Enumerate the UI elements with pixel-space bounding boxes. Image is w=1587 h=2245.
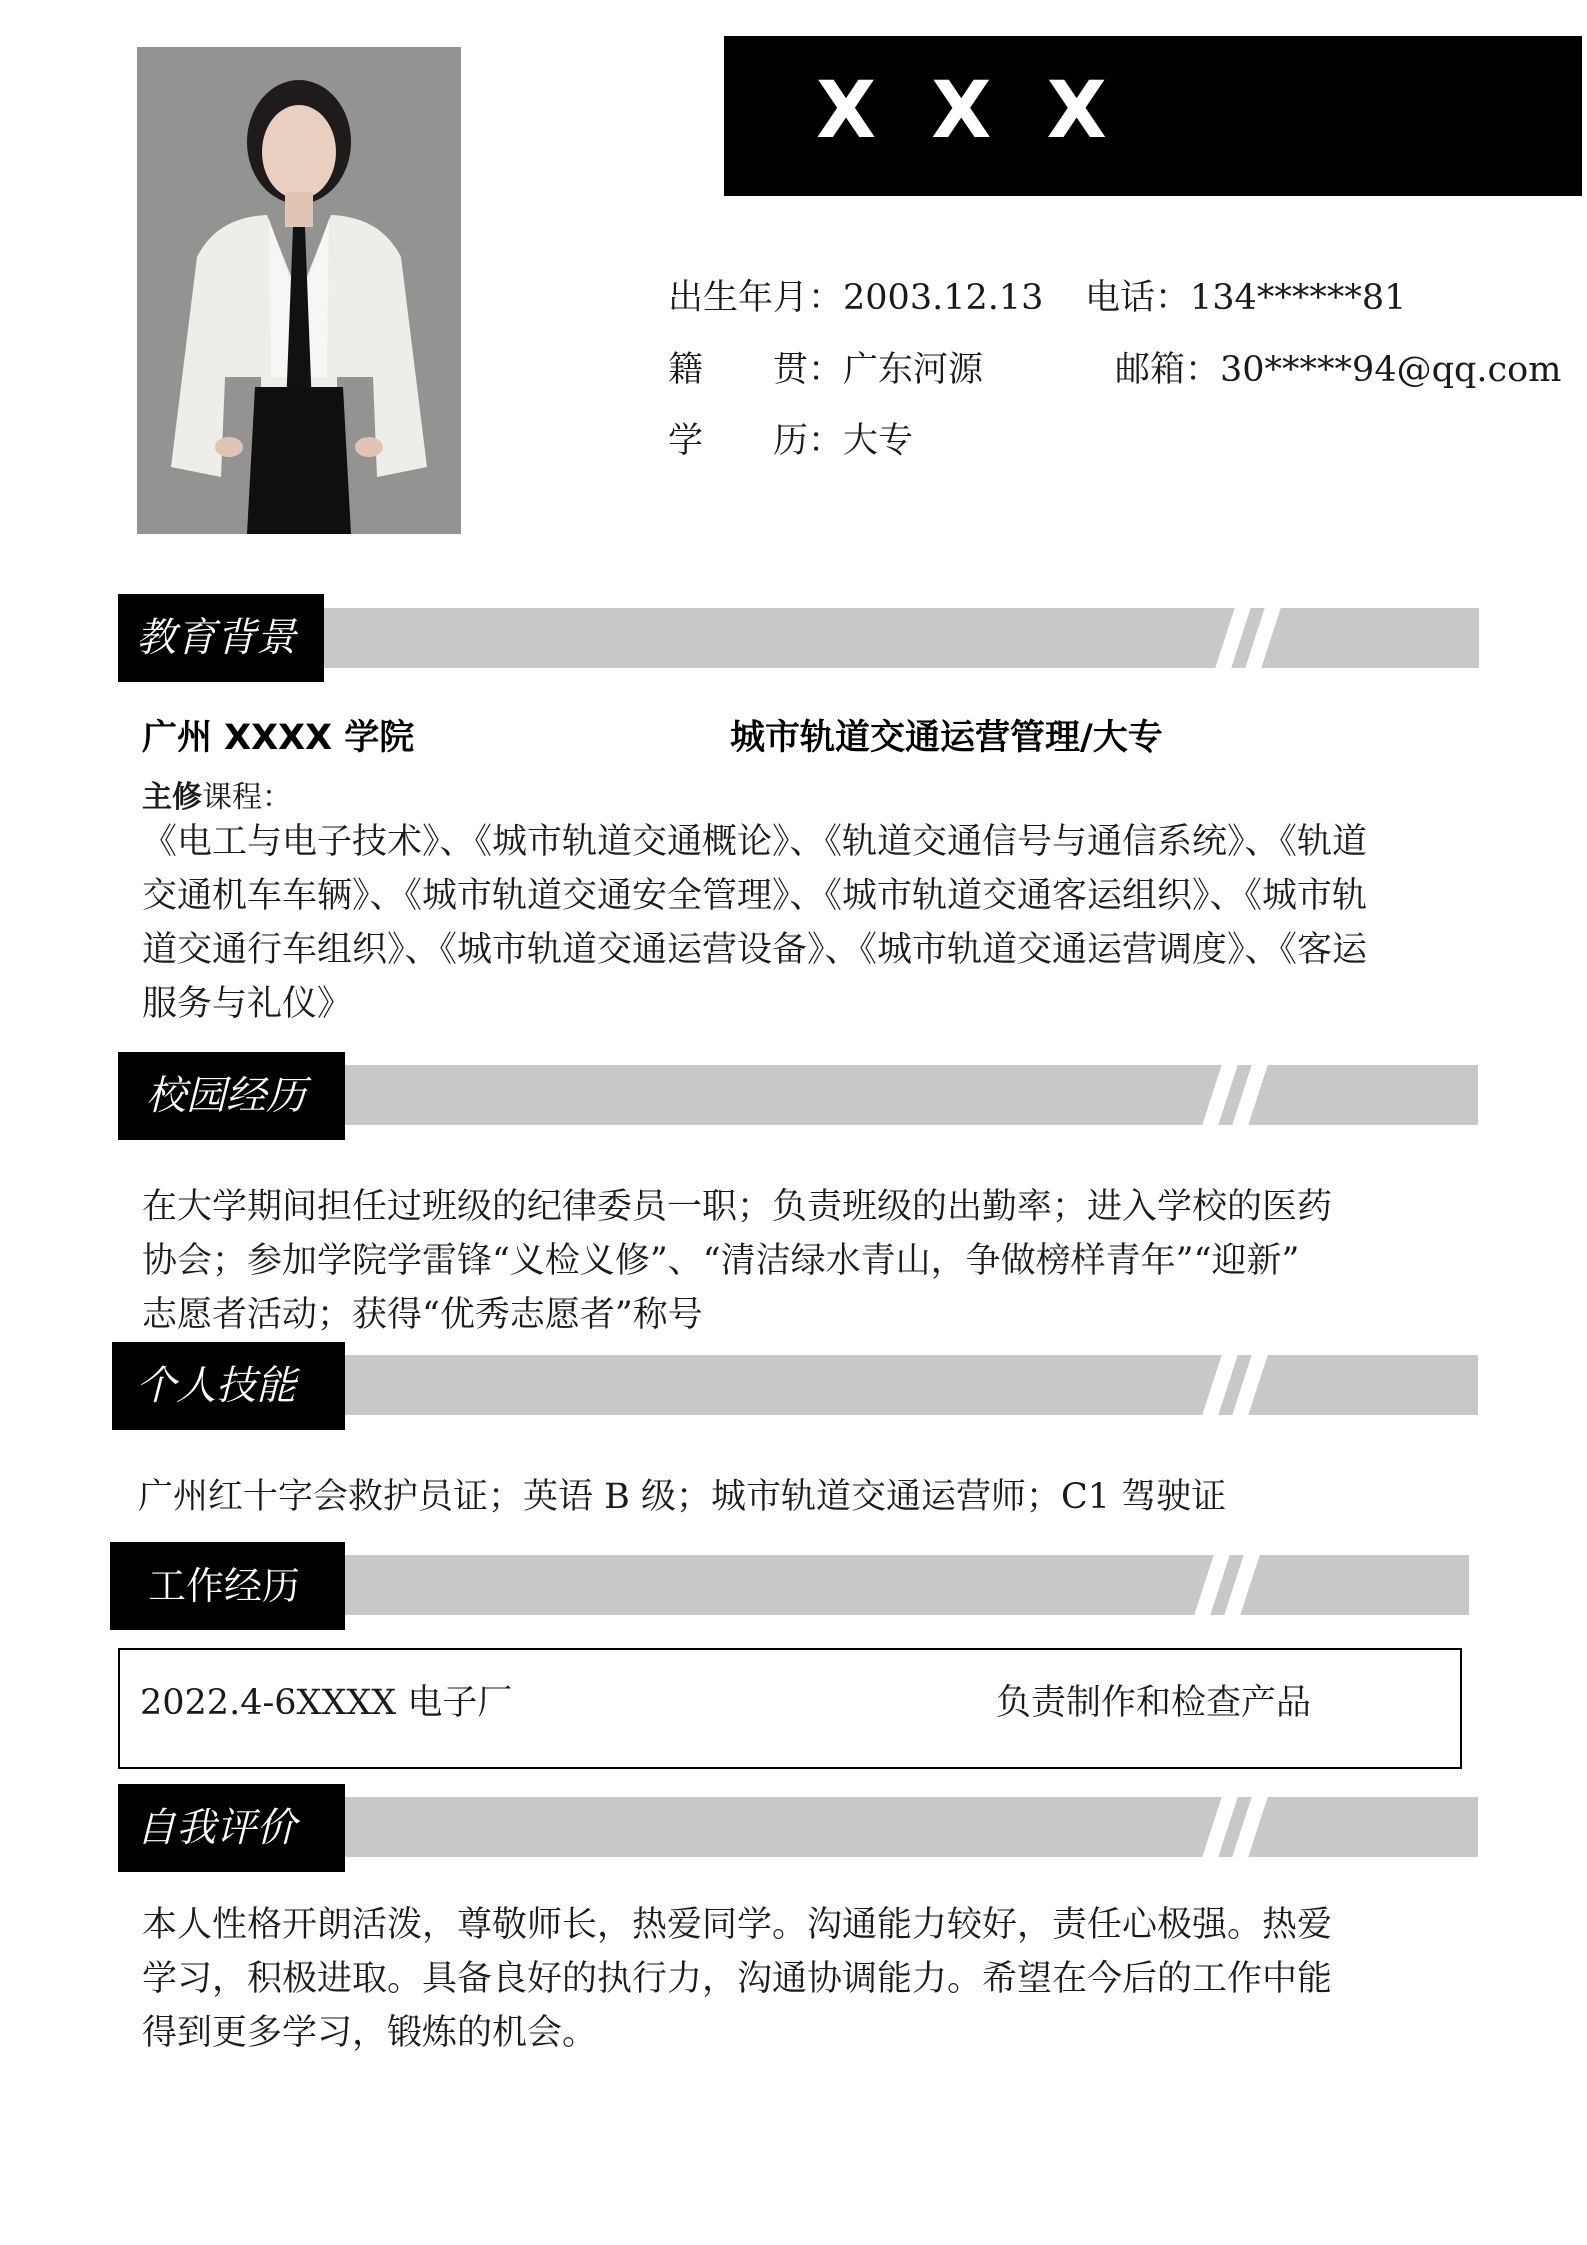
work-section-title: 工作经历 — [110, 1542, 345, 1630]
candidate-name: X X X — [816, 66, 1121, 156]
courses-label — [142, 772, 292, 816]
school-name: 广州 XXXX 学院 — [142, 718, 415, 758]
self-eval-header-bar — [343, 1797, 1478, 1857]
major-degree: 城市轨道交通运营管理/大专 — [730, 718, 1163, 758]
phone-row — [1085, 270, 1406, 320]
work-period-company: 2022.4-6XXXX 电子厂 — [140, 1683, 513, 1723]
work-entry-box — [118, 1648, 1462, 1769]
campus-line: 在大学期间担任过班级的纪律委员一职；负责班级的出勤率；进入学校的医药 — [142, 1187, 1333, 1227]
self-eval-section-title: 自我评价 — [118, 1784, 345, 1872]
campus-section-title: 校园经历 — [118, 1052, 345, 1140]
campus-description — [142, 1180, 1332, 1342]
birth-value: 2003.12.13 — [843, 278, 1044, 318]
name-banner — [724, 36, 1582, 196]
campus-line: 协会；参加学院学雷锋“义检义修”、“清洁绿水青山，争做榜样青年”“迎新” — [142, 1241, 1300, 1281]
education-level-value: 大专 — [843, 421, 914, 461]
skills-text: 广州红十字会救护员证；英语 B 级；城市轨道交通运营师；C1 驾驶证 — [138, 1477, 1227, 1517]
work-duty: 负责制作和检查产品 — [996, 1683, 1312, 1723]
email-label: 邮箱： — [1115, 350, 1221, 390]
courses-line: 交通机车车辆》、《城市轨道交通安全管理》、《城市轨道交通客运组织》、《城市轨 — [142, 876, 1368, 916]
email-value: 30*****94@qq.com — [1220, 350, 1562, 390]
phone-value: 134******81 — [1190, 278, 1407, 318]
email-row — [1115, 342, 1561, 392]
self-eval-line: 得到更多学习，锻炼的机会。 — [142, 2013, 598, 2053]
education-section-title: 教育背景 — [118, 594, 324, 682]
portrait-photo-icon — [137, 47, 461, 534]
education-header-bar — [322, 608, 1479, 668]
courses-list — [142, 815, 1367, 1031]
campus-line: 志愿者活动；获得“优秀志愿者”称号 — [142, 1295, 703, 1335]
courses-line: 服务与礼仪》 — [142, 984, 353, 1024]
phone-label: 电话： — [1085, 278, 1191, 318]
campus-header-bar — [343, 1065, 1478, 1125]
self-eval-line: 本人性格开朗活泼，尊敬师长，热爱同学。沟通能力较好，责任心极强。热爱 — [142, 1905, 1333, 1945]
self-eval-line: 学习，积极进取。具备良好的执行力，沟通协调能力。希望在今后的工作中能 — [142, 1959, 1333, 1999]
courses-label-rest: 课程： — [202, 780, 292, 815]
education-level-label: 学 历： — [668, 421, 844, 461]
education-level-row — [668, 413, 913, 463]
skills-section-title: 个人技能 — [112, 1342, 345, 1430]
self-eval-text — [142, 1898, 1332, 2060]
skills-header-bar — [343, 1355, 1478, 1415]
native-label: 籍 贯： — [668, 350, 844, 390]
native-row — [668, 342, 983, 392]
courses-label-bold: 主修 — [142, 780, 202, 815]
birth-row — [668, 270, 1043, 320]
birth-label: 出生年月： — [668, 278, 844, 318]
native-value: 广东河源 — [843, 350, 984, 390]
profile-photo — [137, 47, 461, 534]
courses-line: 《电工与电子技术》、《城市轨道交通概论》、《轨道交通信号与通信系统》、《轨道 — [142, 822, 1368, 862]
work-header-bar — [343, 1555, 1469, 1615]
courses-line: 道交通行车组织》、《城市轨道交通运营设备》、《城市轨道交通运营调度》、《客运 — [142, 930, 1368, 970]
